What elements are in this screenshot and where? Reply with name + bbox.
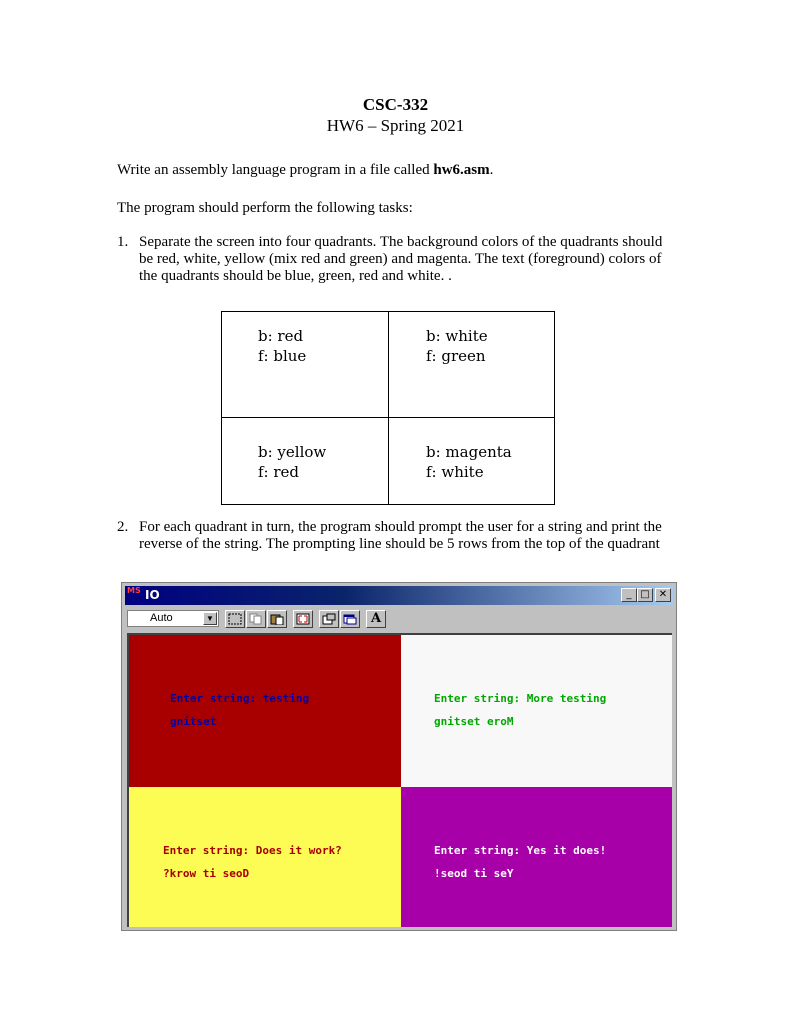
- intro-suffix: .: [489, 162, 494, 178]
- maximize-button[interactable]: [637, 588, 653, 602]
- paste-button[interactable]: [267, 610, 287, 628]
- intro-paragraph: [117, 162, 493, 179]
- fullscreen-button[interactable]: [293, 610, 313, 628]
- task-2-line: reverse of the string. The prompting line should be 5 rows from the top of the quadrant: [139, 536, 660, 552]
- paste-icon: [270, 613, 284, 625]
- minimize-icon: _: [626, 589, 632, 600]
- toolbar: [125, 607, 673, 631]
- properties-icon: [322, 613, 336, 625]
- foreground-color-label: f: white: [426, 463, 484, 481]
- io-window: [121, 582, 677, 931]
- copy-button[interactable]: [246, 610, 266, 628]
- chevron-down-icon[interactable]: ▼: [203, 612, 217, 625]
- reversed-line: gnitset: [170, 715, 217, 728]
- background-color-label: b: white: [426, 327, 488, 345]
- quadrant-bottom-left: [129, 787, 401, 927]
- task-1-line: be red, white, yellow (mix red and green) and magenta. The text (foreground) colors of: [139, 251, 662, 267]
- mark-button[interactable]: [225, 610, 245, 628]
- font-button[interactable]: [366, 610, 386, 628]
- reversed-line: gnitset eroM: [434, 715, 514, 728]
- task-2-line: For each quadrant in turn, the program should prompt the user for a string and print the: [139, 519, 662, 535]
- window-icon: [343, 613, 357, 625]
- tasks-intro: The program should perform the following tasks:: [117, 200, 413, 216]
- minimize-button[interactable]: [621, 588, 637, 602]
- task-1-number: 1.: [117, 234, 129, 250]
- console-screen[interactable]: [127, 633, 672, 927]
- copy-icon: [249, 613, 263, 625]
- close-icon: ✕: [658, 589, 668, 600]
- task-1-line: the quadrants should be blue, green, red and white. .: [139, 268, 452, 284]
- quadrant-cell-bottom-right: [389, 418, 555, 504]
- foreground-color-label: f: green: [426, 347, 486, 365]
- foreground-color-label: f: red: [258, 463, 300, 481]
- assignment-title: HW6 – Spring 2021: [326, 116, 465, 135]
- background-color-label: b: yellow: [258, 443, 327, 461]
- reversed-line: !seod ti seY: [434, 867, 514, 880]
- foreground-color-label: f: blue: [258, 347, 307, 365]
- fullscreen-icon: [296, 613, 310, 625]
- quadrant-top-right: [401, 635, 672, 787]
- properties-button[interactable]: [319, 610, 339, 628]
- quadrant-bottom-right: [401, 787, 672, 927]
- background-color-label: b: red: [258, 327, 304, 345]
- prompt-line: Enter string: testing: [170, 692, 310, 705]
- font-size-select[interactable]: [127, 610, 219, 627]
- course-title: CSC-332: [362, 95, 429, 114]
- intro-filename: hw6.asm: [433, 162, 490, 178]
- close-button[interactable]: [655, 588, 671, 602]
- prompt-line: Enter string: Yes it does!: [434, 844, 607, 857]
- prompt-line: Enter string: Does it work?: [163, 844, 342, 857]
- window-title: IO: [145, 588, 160, 602]
- window-title-bar[interactable]: [125, 586, 673, 605]
- background-color-label: b: magenta: [426, 443, 512, 461]
- font-icon: A: [370, 611, 382, 626]
- prompt-line: Enter string: More testing: [434, 692, 607, 705]
- task-2-number: 2.: [117, 519, 129, 535]
- quadrant-top-left: [129, 635, 401, 787]
- quadrant-cell-top-right: [389, 312, 555, 418]
- reversed-line: ?krow ti seoD: [163, 867, 250, 880]
- quadrant-color-table: [221, 311, 555, 505]
- quadrant-cell-bottom-left: [222, 418, 389, 504]
- intro-prefix: Write an assembly language program in a file called: [117, 162, 434, 178]
- quadrant-cell-top-left: [222, 312, 389, 418]
- marquee-select-icon: [228, 613, 242, 625]
- font-size-value: Auto: [150, 612, 173, 624]
- app-icon: MS: [127, 586, 141, 595]
- task-1-line: Separate the screen into four quadrants. The background colors of the quadrants should: [139, 234, 663, 250]
- background-button[interactable]: [340, 610, 360, 628]
- maximize-icon: □: [640, 589, 650, 600]
